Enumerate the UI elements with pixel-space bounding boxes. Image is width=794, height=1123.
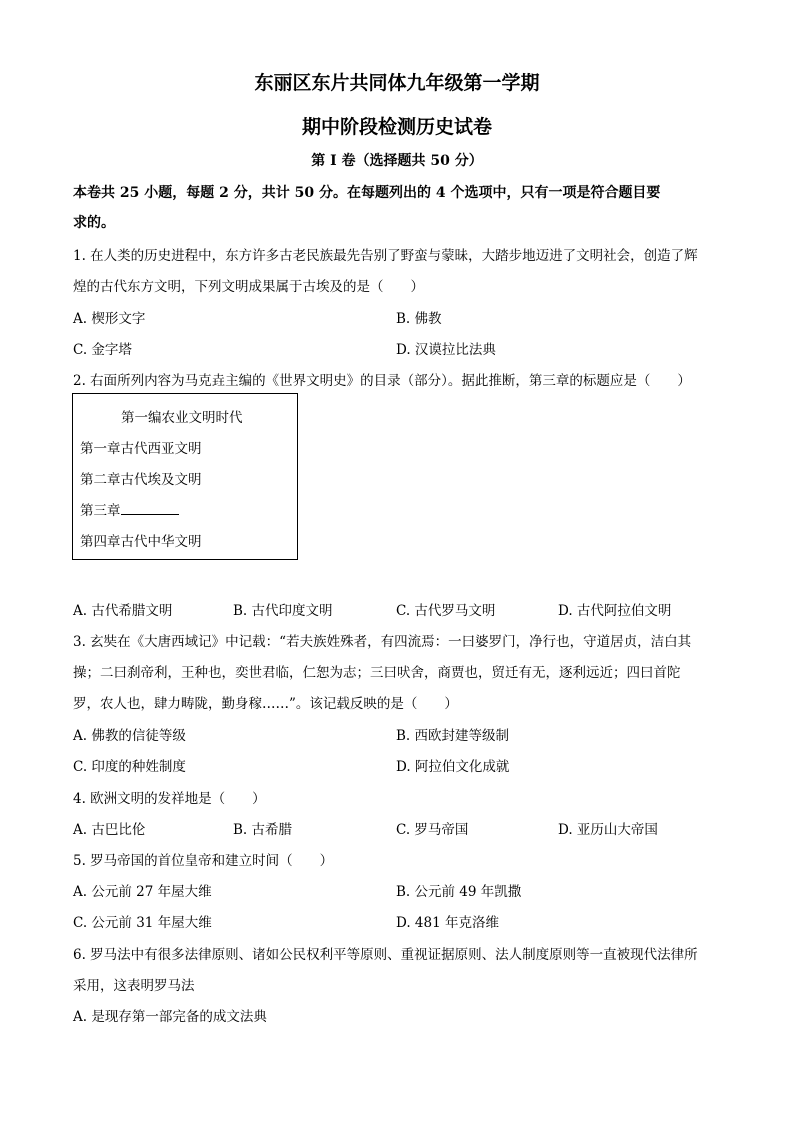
- q3-option-c: C. 印度的种姓制度: [73, 759, 186, 775]
- q2-option-c: C. 古代罗马文明: [396, 603, 496, 619]
- q5-stem: 5. 罗马帝国的首位皇帝和建立时间（ ）: [73, 853, 334, 869]
- exam-title-line1: 东丽区东片共同体九年级第一学期: [254, 72, 540, 94]
- q4-option-d: D. 亚历山大帝国: [558, 822, 658, 838]
- toc-chapter-2: 第二章古代埃及文明: [80, 472, 202, 488]
- blank-underline: [121, 502, 179, 515]
- q3-option-a: A. 佛教的信徒等级: [73, 728, 186, 744]
- q3-stem-line3: 罗，农人也，肆力畴陇，勤身稼……”。该记载反映的是（ ）: [73, 696, 458, 712]
- toc-chapter-4: 第四章古代中华文明: [80, 534, 202, 550]
- q1-stem-line1: 1. 在人类的历史进程中，东方许多古老民族最先告别了野蛮与蒙昧，大踏步地迈进了文明社会，创造了辉: [73, 248, 698, 264]
- q5-option-c: C. 公元前 31 年屋大维: [73, 915, 212, 931]
- q1-option-a: A. 楔形文字: [73, 311, 146, 327]
- toc-title: 第一编农业文明时代: [121, 410, 243, 426]
- q2-option-b: B. 古代印度文明: [233, 603, 333, 619]
- q3-option-b: B. 西欧封建等级制: [396, 728, 510, 744]
- toc-chapter-3-label: 第三章: [80, 503, 121, 519]
- q5-option-b: B. 公元前 49 年凯撒: [396, 884, 522, 900]
- q3-stem-line1: 3. 玄奘在《大唐西域记》中记载：“若夫族姓殊者，有四流焉：一曰婆罗门，净行也，守道居贞，洁白其: [73, 634, 692, 650]
- q1-option-b: B. 佛教: [396, 311, 442, 327]
- section-heading: 第 Ⅰ 卷（选择题共 50 分）: [311, 153, 483, 169]
- q5-option-a: A. 公元前 27 年屋大维: [73, 884, 212, 900]
- instructions-line1: 本卷共 25 小题，每题 2 分，共计 50 分。在每题列出的 4 个选项中，只有一项是符合题目要: [73, 185, 661, 201]
- q2-option-a: A. 古代希腊文明: [73, 603, 173, 619]
- table-of-contents-box: [72, 393, 298, 560]
- q4-option-a: A. 古巴比伦: [73, 822, 146, 838]
- q4-stem: 4. 欧洲文明的发祥地是（ ）: [73, 791, 266, 807]
- q2-option-d: D. 古代阿拉伯文明: [558, 603, 672, 619]
- toc-chapter-1: 第一章古代西亚文明: [80, 441, 202, 457]
- instructions-line2: 求的。: [73, 215, 115, 231]
- q1-stem-line2: 煌的古代东方文明，下列文明成果属于古埃及的是（ ）: [73, 279, 424, 295]
- toc-chapter-3: [80, 499, 179, 519]
- q6-stem-line2: 采用，这表明罗马法: [73, 978, 195, 994]
- q1-option-d: D. 汉谟拉比法典: [396, 342, 496, 358]
- exam-title-line2: 期中阶段检测历史试卷: [301, 116, 492, 138]
- q5-option-d: D. 481 年克洛维: [396, 915, 499, 931]
- q4-option-c: C. 罗马帝国: [396, 822, 469, 838]
- q1-option-c: C. 金字塔: [73, 342, 132, 358]
- q4-option-b: B. 古希腊: [233, 822, 293, 838]
- q3-stem-line2: 操；二曰刹帝利，王种也，奕世君临，仁恕为志；三曰吠舍，商贾也，贸迁有无，逐利远近；四曰首陀: [73, 665, 681, 681]
- q6-stem-line1: 6. 罗马法中有很多法律原则、诸如公民权利平等原则、重视证据原则、法人制度原则等一直被现代法律所: [73, 947, 698, 963]
- q2-stem: 2. 右面所列内容为马克垚主编的《世界文明史》的目录（部分）。据此推断，第三章的标题应是（ ）: [73, 373, 691, 389]
- q3-option-d: D. 阿拉伯文化成就: [396, 759, 510, 775]
- q6-option-a: A. 是现存第一部完备的成文法典: [73, 1009, 267, 1025]
